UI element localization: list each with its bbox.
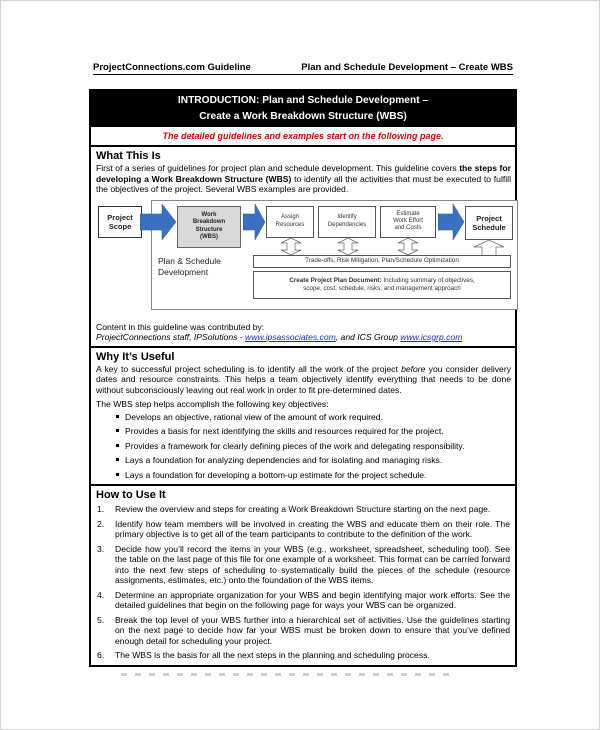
list-item: Lays a foundation for developing a bottom-up estimate for the project schedule. [116,470,511,481]
section-title: What This Is [96,150,161,162]
list-item: Provides a basis for next identifying the skills and resources required for the project. [116,426,511,437]
list-item: Provides a framework for clearly defining pieces of the work and delegating responsibility. [116,441,511,452]
estimate-box: Estimate Work Effort and Costs [380,206,436,238]
header-left: ProjectConnections.com Guideline [93,62,251,73]
section-why-useful [91,350,515,487]
section-divider [91,484,515,486]
arrow-right-icon [243,204,265,240]
arrow-right-icon [140,204,176,240]
project-scope-box: Project Scope [98,206,142,238]
wbs-process-diagram [96,199,511,319]
assign-resources-box: Assign Resources [266,206,314,238]
double-arrow-icon [337,238,359,255]
list-item: 2. Identify how team members will be involved in creating the WBS and educate them on their role. The primary objective is to get all of the team participants to contribute to the definition of the work. [97,518,510,539]
list-item: Lays a foundation for analyzing dependencies and for isolating and managing risks. [116,455,511,466]
ipsassociates-link[interactable]: www.ipsassociates.com [245,332,336,342]
why-useful-paragraph: A key to successful project scheduling is to identify all the work of the project before you consider delivery dates and resource constraints. This helps a team objectively identify everything that needs to be done without subconsciously leaving out real work in order to fit pre-determined dates. [96,363,511,395]
list-item: 5. Break the top level of your WBS further into a hierarchical set of activities. Use the guidelines starting on the next page to decide how far your WBS must be broken down to ensure that you’ve defined enough detail for scheduling your project. [97,614,510,646]
objectives-list [116,412,511,481]
contributors: Content in this guideline was contributed by: ProjectConnections staff, IPSolutions - www.ipsassociates.com, and ICS Group www.icsgrp.com [96,321,463,342]
following-page-note: The detailed guidelines and examples start on the following page. [91,127,515,147]
page-header [93,61,513,75]
what-this-is-paragraph: First of a series of guidelines for project plan and schedule development. This guideline covers the steps for developing a Work Breakdown Structure (WBS) to identify all the activities that must be executed to fulfill the objectives of the project. Several WBS examples are provided. [96,163,511,194]
list-item: 1. Review the overview and steps for creating a Work Breakdown Structure starting on the next page. [97,504,491,514]
double-arrow-icon [280,238,302,255]
list-item: Develops an objective, rational view of the amount of work required. [116,412,511,423]
section-title: Why It’s Useful [96,350,175,363]
plan-document-box: Create Project Plan Document: Including summary of objectives, scope, cost, schedule, risks, and management approach [253,271,511,299]
section-how-to-use [91,488,515,661]
intro-box [89,89,517,667]
identify-dependencies-box: Identify Dependencies [318,206,376,238]
tradeoffs-box: Trade-offs, Risk Mitigation, Plan/Schedule Optimization [253,255,511,268]
list-item: 3. Decide how you’ll record the items in your WBS (e.g., worksheet, spreadsheet, scheduling tool). See the table on the last page of this file for one example of a worksheet. This format can be carried forward into the next few steps of scheduling to systematically build the pieces of the schedule (resource assignments, estimates, etc.) onto the foundation of the WBS items. [97,543,510,585]
wbs-box: Work Breakdown Structure (WBS) [177,206,241,248]
list-item: 4. Determine an appropriate organization for your WBS and begin identifying major work efforts. See the detailed guidelines that begin on the following page for ways your WBS can be organized. [97,589,510,610]
section-divider [91,346,515,348]
steps-list [96,504,511,661]
title-line-2: Create a Work Breakdown Structure (WBS) [199,111,407,122]
icsgrp-link[interactable]: www.icsgrp.com [400,332,463,342]
list-item: 6. The WBS is the basis for all the next steps in the planning and scheduling process. [97,650,430,660]
plan-schedule-label: Plan & Schedule Development [158,255,221,277]
title-line-1: INTRODUCTION: Plan and Schedule Development – [177,95,429,106]
title-band [89,89,517,127]
objectives-intro: The WBS step helps accomplish the following key objectives: [96,399,329,409]
cutoff-text-line [121,673,451,676]
header-right: Plan and Schedule Development – Create WBS [301,62,513,73]
arrow-right-icon [438,204,464,240]
section-what-this-is [91,149,515,348]
double-arrow-icon [397,238,419,255]
section-title: How to Use It [96,489,166,501]
project-schedule-box: Project Schedule [465,206,513,240]
